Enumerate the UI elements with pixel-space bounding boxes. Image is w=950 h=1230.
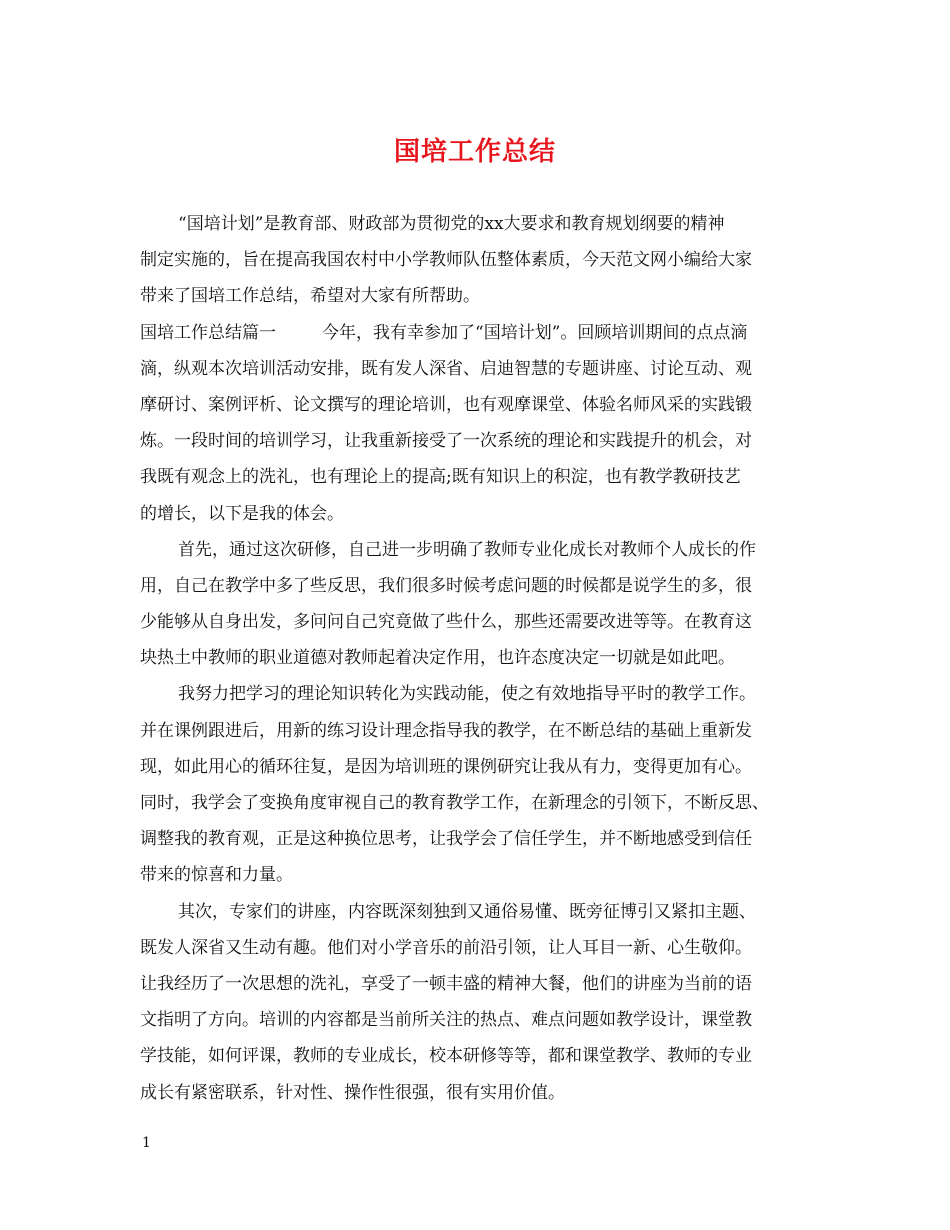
text-line: 其次，专家们的讲座，内容既深刻独到又通俗易懂、既旁征博引又紧扣主题、	[178, 901, 756, 922]
text-line: 调整我的教育观，正是这种换位思考，让我学会了信任学生，并不断地感受到信任	[140, 829, 752, 850]
text-line: 的增长，以下是我的体会。	[140, 503, 344, 524]
text-line: 并在课例跟进后，用新的练习设计理念指导我的教学，在不断总结的基础上重新发	[140, 720, 752, 741]
document-body	[140, 206, 818, 1111]
text-line: 我努力把学习的理论知识转化为实践动能，使之有效地指导平时的教学工作。	[178, 684, 756, 705]
text-line: 摩研讨、案例评析、论文撰写的理论培训，也有观摩课堂、体验名师风采的实践锻	[140, 394, 752, 415]
text-line: 首先，通过这次研修，自己进一步明确了教师专业化成长对教师个人成长的作	[178, 539, 756, 560]
text-line: 让我经历了一次思想的洗礼，享受了一顿丰盛的精神大餐，他们的讲座为当前的语	[140, 973, 752, 994]
text-line: 制定实施的，旨在提高我国农村中小学教师队伍整体素质，今天范文网小编给大家	[140, 250, 752, 271]
text-line: 成长有紧密联系，针对性、操作性很强，很有实用价值。	[140, 1082, 565, 1103]
text-line: 带来了国培工作总结，希望对大家有所帮助。	[140, 286, 480, 307]
text-line: 文指明了方向。培训的内容都是当前所关注的热点、难点问题如教学设计，课堂教	[140, 1010, 752, 1031]
document-title: 国培工作总结	[393, 137, 556, 167]
text-line: “国培计划”是教育部、财政部为贯彻党的xx大要求和教育规划纲要的精神	[178, 214, 725, 234]
section-heading-line	[140, 315, 818, 351]
text-line: 用，自己在教学中多了些反思，我们很多时候考虑问题的时候都是说学生的多，很	[140, 575, 752, 596]
text-line: 滴，纵观本次培训活动安排，既有发人深省、启迪智慧的专题讲座、讨论互动、观	[140, 358, 752, 379]
text-line: 炼。一段时间的培训学习，让我重新接受了一次系统的理论和实践提升的机会，对	[140, 431, 752, 452]
text-line: 今年，我有幸参加了“国培计划”。回顾培训期间的点点滴	[322, 322, 748, 343]
text-line: 既发人深省又生动有趣。他们对小学音乐的前沿引领，让人耳目一新、心生敬仰。	[140, 937, 752, 958]
section-heading: 国培工作总结篇一	[140, 322, 276, 343]
text-line: 同时，我学会了变换角度审视自己的教育教学工作，在新理念的引领下，不断反思、	[140, 793, 769, 813]
text-line: 现，如此用心的循环往复，是因为培训班的课例研究让我从有力，变得更加有心。	[140, 756, 752, 777]
text-line: 块热土中教师的职业道德对教师起着决定作用，也许态度决定一切就是如此吧。	[140, 648, 735, 669]
page-number: 1	[142, 1135, 151, 1151]
text-line: 带来的惊喜和力量。	[140, 865, 293, 886]
text-line: 少能够从自身出发，多问问自己究竟做了些什么，那些还需要改进等等。在教育这	[140, 612, 752, 633]
text-line: 学技能，如何评课，教师的专业成长，校本研修等等，都和课堂教学、教师的专业	[140, 1046, 752, 1067]
text-line: 我既有观念上的洗礼，也有理论上的提高;既有知识上的积淀，也有教学教研技艺	[140, 467, 741, 488]
